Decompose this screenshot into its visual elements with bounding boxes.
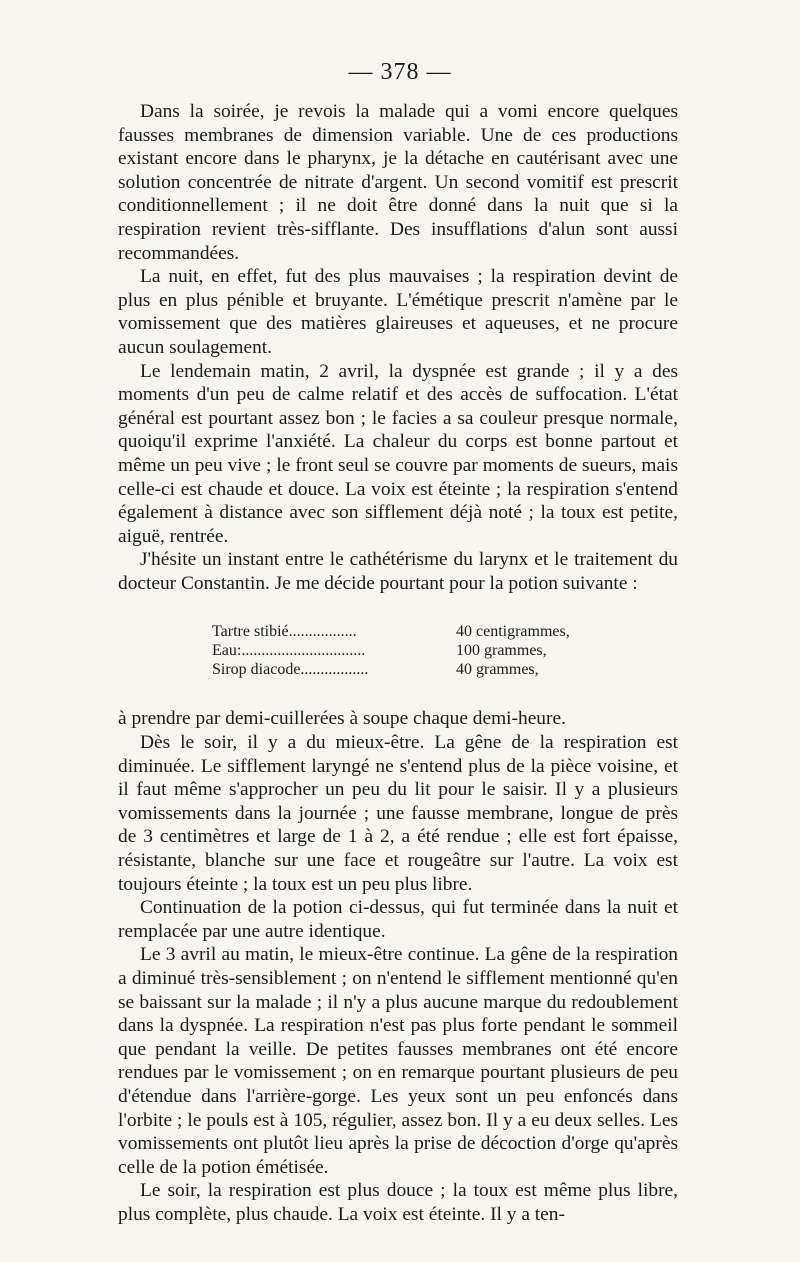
ingredient-name: Sirop diacode................. <box>212 661 369 679</box>
paragraph: J'hésite un instant entre le cathétérisme du larynx et le traitement du docteur Constantin. Je me décide pourtant pour la potion suivante : <box>118 549 678 594</box>
paragraph: à prendre par demi-cuillerées à soupe chaque demi-heure. <box>118 708 566 730</box>
prescription-ingredient <box>212 641 426 660</box>
body-text <box>118 100 678 1227</box>
page-number: — 378 — <box>348 59 452 85</box>
prescription-row <box>212 622 632 641</box>
paragraph: Le 3 avril au matin, le mieux-être continue. La gêne de la respiration a diminué très-sensiblement ; on n'entend le sifflement mentionné qu'en se baissant sur la malade ; il n'y a plus aucune marque du redoublement dans la dyspnée. La respiration n'est pas plus forte pendant le sommeil que pendant la veille. De petites fausses membranes ont été encore rendues par le vomissement ; on en remarque pourtant plusieurs de peu d'étendue dans l'arrière-gorge. Les yeux sont un peu enfoncés dans l'orbite ; le pouls est à 105, régulier, assez bon. Il y a eu deux selles. Les vomissements ont plutôt lieu après la prise de décoction d'orge qu'après celle de la potion émétisée. <box>118 944 678 1178</box>
prescription-table <box>212 622 632 679</box>
paragraph: La nuit, en effet, fut des plus mauvaises ; la respiration devint de plus en plus pénible et bruyante. L'émétique prescrit n'amène par le vomissement que des matières glaireuses et aqueuses, et ne procure aucun soulagement. <box>118 266 678 358</box>
prescription-ingredient <box>212 622 426 641</box>
paragraph: Le soir, la respiration est plus douce ; la toux est même plus libre, plus complète, plus chaude. La voix est éteinte. Il y a ten- <box>118 1180 678 1225</box>
prescription-row <box>212 641 632 660</box>
ingredient-name: Tartre stibié................. <box>212 623 357 641</box>
prescription-quantity: 40 centigrammes, <box>456 623 570 641</box>
paragraph: Le lendemain matin, 2 avril, la dyspnée est grande ; il y a des moments d'un peu de calme relatif et des accès de suffocation. L'état général est pourtant assez bon ; le facies a sa couleur presque normale, quoiqu'il exprime l'anxiété. La chaleur du corps est bonne partout et même un peu vive ; le front seul se couvre par moments de sueurs, mais celle-ci est chaude et douce. La voix est éteinte ; la respiration s'entend également à distance avec son sifflement déjà noté ; la toux est petite, aiguë, rentrée. <box>118 360 678 547</box>
prescription-quantity: 40 grammes, <box>456 661 539 679</box>
prescription-quantity: 100 grammes, <box>456 642 547 660</box>
paragraph: Continuation de la potion ci-dessus, qui fut terminée dans la nuit et remplacée par une autre identique. <box>118 897 678 942</box>
ingredient-name: Eau:............................... <box>212 642 366 660</box>
paragraph: Dans la soirée, je revois la malade qui a vomi encore quelques fausses membranes de dimension variable. Une de ces productions existant encore dans le pharynx, je la détache en cautérisant avec une solution concentrée de nitrate d'argent. Un second vomitif est prescrit conditionnellement ; il ne doit être donné dans la nuit que si la respiration revient très-sifflante. Des insufflations d'alun sont aussi recommandées. <box>118 101 678 264</box>
paragraph: Dès le soir, il y a du mieux-être. La gêne de la respiration est diminuée. Le sifflement laryngé ne s'entend plus de la pièce voisine, et il faut même s'approcher un peu du lit pour le saisir. Il y a plusieurs vomissements dans la journée ; une fausse membrane, longue de près de 3 centimètres et large de 1 à 2, a été rendue ; elle est fort épaisse, résistante, blanche sur une face et rougeâtre sur l'autre. La voix est toujours éteinte ; la toux est un peu plus libre. <box>118 732 678 895</box>
prescription-ingredient <box>212 660 426 679</box>
prescription-row <box>212 660 632 679</box>
